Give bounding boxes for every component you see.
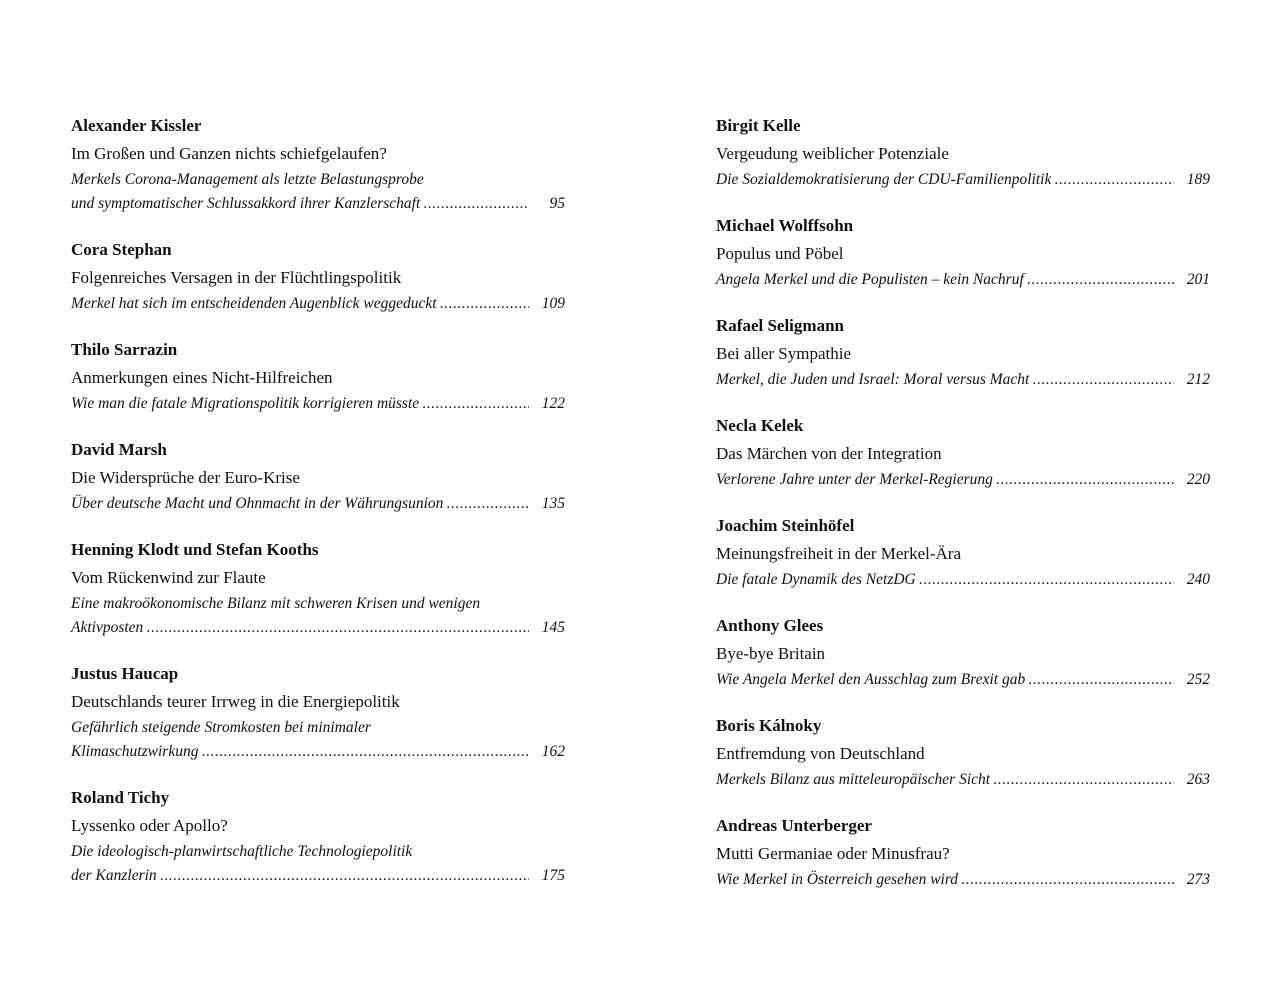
leader-dots [996,468,1174,492]
entry-page-number: 189 [1186,171,1210,188]
entry-subtitle: Merkel hat sich im entscheidenden Augenblick weggeduckt [71,295,437,312]
entry-title: Deutschlands teurer Irrweg in die Energiepolitik [71,692,400,711]
entry-title: Bei aller Sympathie [716,344,852,363]
entry-title: Entfremdung von Deutschland [716,744,925,763]
entry-subtitle: Wie man die fatale Migrationspolitik korrigieren müsste [71,395,420,412]
entry-page-number: 252 [1186,671,1210,688]
entry-author: Justus Haucap [71,664,179,683]
entry-leader-line [716,468,1210,492]
entry-leader-line [71,740,565,764]
toc-entry [716,112,1210,212]
entry-leader-line [716,568,1210,592]
entry-leader-line [71,492,565,516]
entry-subtitle: Die fatale Dynamik des NetzDG [716,571,916,588]
toc-entry [716,212,1210,312]
entry-title: Bye-bye Britain [716,644,826,663]
entry-leader-line [71,616,565,640]
entry-title: Folgenreiches Versagen in der Flüchtlingspolitik [71,268,402,287]
entry-subtitle: Verlorene Jahre unter der Merkel-Regierung [716,471,993,488]
entry-page-number: 175 [541,867,565,884]
entry-subtitle: Eine makroökonomische Bilanz mit schweren Krisen und wenigen [71,595,481,612]
leader-dots [440,292,529,316]
leader-dots [1054,168,1174,192]
entry-page-number: 162 [541,743,565,760]
leader-dots [146,616,529,640]
toc-right-column [716,112,1210,912]
entry-author: Birgit Kelle [716,116,801,135]
entry-subtitle: und symptomatischer Schlussakkord ihrer Kanzlerschaft [71,195,421,212]
entry-title: Anmerkungen eines Nicht-Hilfreichen [71,368,333,387]
toc-left-column [71,112,565,908]
entry-page-number: 145 [541,619,565,636]
leader-dots [1027,268,1174,292]
entry-title: Vergeudung weiblicher Potenziale [716,144,949,163]
entry-author: Andreas Unterberger [716,816,872,835]
entry-author: Henning Klodt und Stefan Kooths [71,540,319,559]
entry-leader-line [71,864,565,888]
toc-entry [71,236,565,336]
entry-leader-line [71,392,565,416]
toc-entry [716,712,1210,812]
leader-dots [961,868,1174,892]
entry-subtitle: Klimaschutzwirkung [71,743,199,760]
entry-title: Das Märchen von der Integration [716,444,942,463]
entry-subtitle: Merkels Corona-Management als letzte Belastungsprobe [71,171,424,188]
entry-page-number: 212 [1186,371,1210,388]
entry-page-number: 122 [541,395,565,412]
toc-entry [71,336,565,436]
entry-subtitle: Merkels Bilanz aus mitteleuropäischer Sicht [716,771,991,788]
toc-entry [71,660,565,784]
leader-dots [1028,668,1174,692]
leader-dots [993,768,1174,792]
entry-subtitle: Gefährlich steigende Stromkosten bei minimaler [71,719,371,736]
toc-entry [716,812,1210,912]
toc-entry [71,536,565,660]
toc-entry [71,112,565,236]
entry-leader-line [716,768,1210,792]
entry-leader-line [716,168,1210,192]
entry-page-number: 220 [1186,471,1210,488]
leader-dots [919,568,1174,592]
entry-subtitle: der Kanzlerin [71,867,157,884]
entry-title: Meinungsfreiheit in der Merkel-Ära [716,544,961,563]
entry-author: Joachim Steinhöfel [716,516,855,535]
entry-subtitle: Die ideologisch-planwirtschaftliche Technologiepolitik [71,843,413,860]
entry-subtitle: Die Sozialdemokratisierung der CDU-Familienpolitik [716,171,1052,188]
entry-author: Alexander Kissler [71,116,202,135]
entry-title: Populus und Pöbel [716,244,844,263]
entry-page-number: 240 [1186,571,1210,588]
toc-entry [716,312,1210,412]
entry-subtitle: Wie Merkel in Österreich gesehen wird [716,871,959,888]
entry-leader-line [716,868,1210,892]
entry-page-number: 109 [541,295,565,312]
leader-dots [422,392,529,416]
toc-entry [71,436,565,536]
entry-title: Im Großen und Ganzen nichts schiefgelaufen? [71,144,387,163]
entry-page-number: 273 [1186,871,1210,888]
entry-author: David Marsh [71,440,167,459]
leader-dots [201,740,529,764]
entry-author: Anthony Glees [716,616,824,635]
entry-leader-line [716,368,1210,392]
entry-page-number: 135 [541,495,565,512]
toc-entry [716,512,1210,612]
entry-author: Thilo Sarrazin [71,340,178,359]
entry-author: Boris Kálnoky [716,716,822,735]
entry-title: Vom Rückenwind zur Flaute [71,568,266,587]
entry-leader-line [716,268,1210,292]
entry-author: Necla Kelek [716,416,804,435]
entry-leader-line [71,292,565,316]
entry-title: Die Widersprüche der Euro-Krise [71,468,300,487]
leader-dots [1032,368,1174,392]
entry-author: Michael Wolffsohn [716,216,854,235]
toc-entry [71,784,565,908]
entry-subtitle: Angela Merkel und die Populisten – kein Nachruf [716,271,1024,288]
entry-page-number: 201 [1186,271,1210,288]
entry-subtitle: Aktivposten [71,619,144,636]
entry-author: Rafael Seligmann [716,316,844,335]
leader-dots [423,192,529,216]
entry-leader-line [71,192,565,216]
entry-page-number: 95 [549,195,565,212]
leader-dots [446,492,529,516]
entry-leader-line [716,668,1210,692]
toc-entry [716,612,1210,712]
entry-subtitle: Wie Angela Merkel den Ausschlag zum Brexit gab [716,671,1026,688]
leader-dots [160,864,529,888]
entry-title: Mutti Germaniae oder Minusfrau? [716,844,950,863]
toc-entry [716,412,1210,512]
entry-page-number: 263 [1186,771,1210,788]
entry-author: Cora Stephan [71,240,172,259]
entry-title: Lyssenko oder Apollo? [71,816,228,835]
entry-author: Roland Tichy [71,788,170,807]
entry-subtitle: Merkel, die Juden und Israel: Moral versus Macht [716,371,1030,388]
entry-subtitle: Über deutsche Macht und Ohnmacht in der Währungsunion [71,495,444,512]
